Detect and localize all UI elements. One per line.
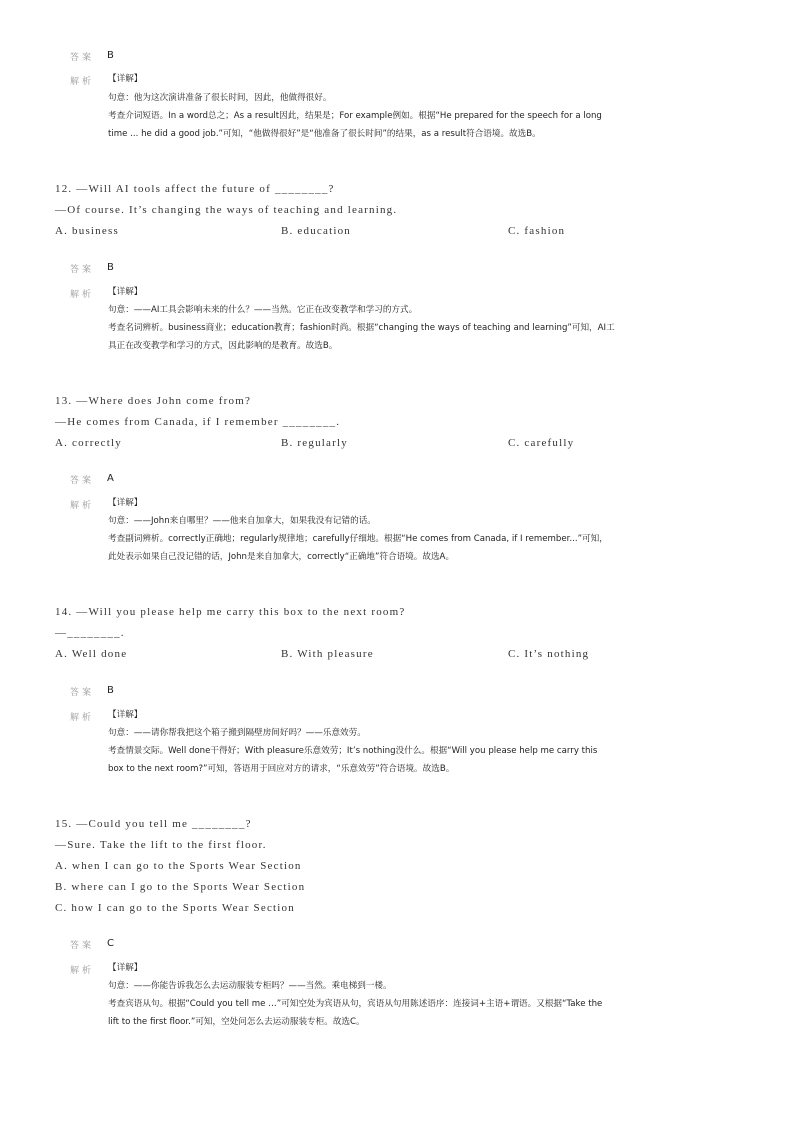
answer-label: 答案 [70,476,95,486]
question-stem: 14. —Will you please help me carry this box to the next room? [55,606,406,618]
explanation-line: time ... he did a good job.”可知，“他做得很好”是“他准备了很长时间”的结果，as a result符合语境。故选B。 [108,129,541,139]
answer-label: 答案 [70,688,95,698]
analysis-label: 解析 [70,77,95,87]
explanation-line: 具正在改变教学和学习的方式，因此影响的是教育。故选B。 [108,341,338,351]
question-stem: —________. [55,627,125,639]
analysis-label: 解析 [70,966,95,976]
option-c: C. carefully [508,437,575,449]
option-a: A. business [55,225,119,237]
explanation-line: 句意：——AI工具会影响未来的什么？——当然。它正在改变教学和学习的方式。 [108,305,418,315]
explanation-line: 句意：他为这次演讲准备了很长时间，因此，他做得很好。 [108,93,332,103]
analysis-label: 解析 [70,713,95,723]
analysis-label: 解析 [70,290,95,300]
option-a: A. when I can go to the Sports Wear Section [55,860,302,872]
detail-tag: 【详解】 [108,74,143,84]
explanation-line: 句意：——你能告诉我怎么去运动服装专柜吗？——当然。乘电梯到一楼。 [108,981,392,991]
option-c: C. fashion [508,225,566,237]
explanation-line: box to the next room?”可知，答语用于回应对方的请求，“乐意效劳”符合语境。故选B。 [108,764,455,774]
answer-label: 答案 [70,265,95,275]
option-b: B. regularly [281,437,348,449]
detail-tag: 【详解】 [108,498,143,508]
option-a: A. Well done [55,648,128,660]
explanation-line: 句意：——John来自哪里？——他来自加拿大，如果我没有记错的话。 [108,516,376,526]
explanation-line: 考查情景交际。Well done干得好；With pleasure乐意效劳；It’s nothing没什么。根据“Will you please help me carry this [108,746,598,756]
explanation-line: 句意：——请你帮我把这个箱子搬到隔壁房间好吗？——乐意效劳。 [108,728,366,738]
answer-value: B [107,685,114,696]
question-stem: 12. —Will AI tools affect the future of ________? [55,183,335,195]
detail-tag: 【详解】 [108,963,143,973]
option-a: A. correctly [55,437,122,449]
explanation-line: 考查名词辨析。business商业；education教育；fashion时尚。根据“changing the ways of teaching and learning”可知，AI工 [108,323,615,333]
question-stem: 13. —Where does John come from? [55,395,252,407]
answer-value: B [107,50,114,61]
detail-tag: 【详解】 [108,710,143,720]
option-b: B. where can I go to the Sports Wear Section [55,881,306,893]
answer-value: B [107,262,114,273]
question-stem: —Sure. Take the lift to the first floor. [55,839,267,851]
option-b: B. education [281,225,351,237]
answer-label: 答案 [70,53,95,63]
option-c: C. how I can go to the Sports Wear Section [55,902,295,914]
explanation-line: 此处表示如果自己没记错的话，John是来自加拿大，correctly“正确地”符合语境。故选A。 [108,552,455,562]
question-stem: 15. —Could you tell me ________? [55,818,252,830]
question-stem: —He comes from Canada, if I remember ________. [55,416,341,428]
question-stem: —Of course. It’s changing the ways of teaching and learning. [55,204,398,216]
option-c: C. It’s nothing [508,648,590,660]
analysis-label: 解析 [70,501,95,511]
explanation-line: 考查介词短语。In a word总之；As a result因此，结果是；For example例如。根据“He prepared for the speech for a long [108,111,602,121]
answer-value: A [107,473,114,484]
detail-tag: 【详解】 [108,287,143,297]
answer-label: 答案 [70,941,95,951]
explanation-line: lift to the first floor.”可知，空处问怎么去运动服装专柜。故选C。 [108,1017,365,1027]
option-b: B. With pleasure [281,648,374,660]
answer-value: C [107,938,114,949]
explanation-line: 考查宾语从句。根据“Could you tell me …”可知空处为宾语从句，宾语从句用陈述语序：连接词+主语+谓语。又根据“Take the [108,999,603,1009]
explanation-line: 考查副词辨析。correctly正确地；regularly规律地；carefully仔细地。根据“He comes from Canada, if I remember...”可知， [108,534,608,544]
